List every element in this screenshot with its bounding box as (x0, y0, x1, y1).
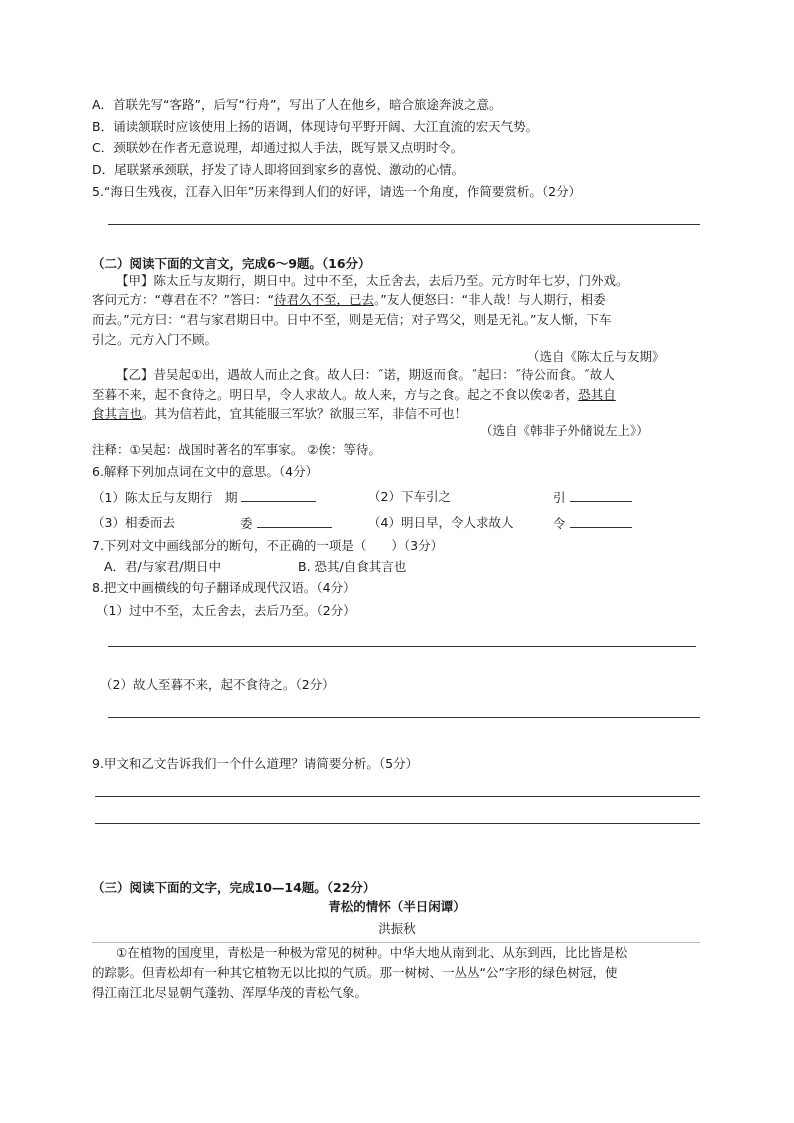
yi-line-1: 【乙】昔吴起①出，遇故人而止之食。故人曰：˝诺，期返而食。˝起曰：˝待公而食。˝故人 (116, 367, 615, 382)
question-8: 8.把文中画横线的句子翻译成现代汉语。（4分） (92, 580, 356, 595)
yi-underlined-end: 食其言也 (92, 406, 143, 421)
paragraph-1-line-2: 的踪影。但青松却有一种其它植物无以比拟的气质。那一树树、一丛丛“公”字形的绿色树冠，使 (92, 965, 618, 980)
yi-line-3-b: 。其为信若此，宜其能服三军欤？欲服三军，非信不可也！ (142, 406, 468, 421)
jia-source: （选自《陈太丘与友期》 (527, 349, 665, 364)
option-c: C．颈联妙在作者无意说理，却通过拟人手法，既写景又点明时令。 (92, 140, 464, 155)
q6-item-2-word (553, 489, 632, 506)
yi-line-2-a: 至暮不来，起不食待之。明日早，令人求故人。故人来，方与之食。起之不食以俟②者， (92, 387, 579, 402)
option-a: A．首联先写“客路”，后写“行舟”，写出了人在他乡，暗合旅途奔波之意。 (92, 97, 502, 112)
q6-blank-2[interactable] (570, 489, 632, 502)
answer-line-q9-2[interactable] (95, 823, 700, 824)
option-d: D．尾联紧承颈联，抒发了诗人即将回到家乡的喜悦、激动的心情。 (92, 162, 465, 177)
q6-item-4: （4）明日早，令人求故人 (368, 515, 514, 530)
answer-line-q5[interactable] (108, 224, 700, 225)
paragraph-1-line-1: ①在植物的国度里，青松是一种极为常见的树种。中华大地从南到北、从东到西，比比皆是松 (116, 945, 628, 960)
q6-item-1-label: （1）陈太丘与友期行 期 (92, 490, 238, 505)
yi-line-2 (92, 387, 616, 403)
section-2-heading: （二）阅读下面的文言文，完成6～9题。（16分） (92, 256, 371, 271)
q6-item-3-char: 委 (240, 516, 253, 531)
question-5: 5.“海日生残夜，江春入旧年”历来得到人们的好评，请选一个角度，作简要赏析。（2分） (92, 184, 582, 199)
answer-line-q8-2[interactable] (108, 717, 700, 718)
paragraph-1-line-3: 得江南江北尽显朝气蓬勃、浑厚华茂的青松气象。 (92, 985, 368, 1000)
jia-line-4: 引之。元方入门不顾。 (92, 332, 218, 347)
q8-item-2: （2）故人至暮不来，起不食待之。（2分） (100, 677, 335, 692)
jia-line-3: 而去。”元方曰：“君与家君期日中。日中不至，则是无信；对子骂父，则是无礼。”友人惭，下车 (92, 312, 612, 327)
jia-line-2 (92, 292, 606, 308)
q8-item-1: （1）过中不至，太丘舍去，去后乃至。（2分） (96, 603, 356, 618)
article-divider (92, 942, 700, 943)
jia-line-2-b: 。”友人便怒曰：“非人哉！与人期行，相委 (373, 292, 606, 307)
q6-item-3-word (240, 515, 332, 532)
question-7: 7.下列对文中画线部分的断句，不正确的一项是（ ）（3分） (92, 538, 444, 553)
q7-option-b[interactable]: B. 恐其/自食其言也 (298, 559, 407, 574)
question-6: 6.解释下列加点词在文中的意思。（4分） (92, 464, 319, 479)
jia-underlined-sentence: 待君久不至，已去 (273, 292, 374, 307)
yi-source: （选自《韩非子外储说左上》） (480, 423, 649, 438)
q7-option-a[interactable]: A．君/与家君/期日中 (104, 559, 221, 574)
jia-line-1: 【甲】陈太丘与友期行，期日中。过中不至，太丘舍去，去后乃至。元方时年七岁，门外戏。 (116, 273, 629, 288)
yi-line-3 (92, 406, 467, 422)
yi-underlined-start: 恐其自 (578, 387, 616, 402)
q6-item-4-word (553, 515, 632, 532)
q6-blank-3[interactable] (257, 515, 332, 528)
notes: 注释：①吴起：战国时著名的军事家。 ②俟：等待。 (92, 442, 381, 457)
q6-item-1 (92, 489, 316, 506)
jia-line-2-a: 客问元方：“尊君在不？”答曰：“ (92, 292, 274, 307)
section-3-heading: （三）阅读下面的文字，完成10—14题。（22分） (92, 880, 376, 895)
q6-item-3: （3）相委而去 (92, 515, 175, 530)
answer-line-q9-1[interactable] (95, 796, 700, 797)
q6-blank-1[interactable] (241, 489, 316, 502)
q6-item-4-char: 令 (553, 516, 566, 531)
answer-line-q8-1[interactable] (108, 646, 696, 647)
q6-item-2-char: 引 (553, 490, 566, 505)
article-author: 洪振秋 (378, 921, 416, 936)
q6-blank-4[interactable] (570, 515, 632, 528)
q6-item-2: （2）下车引之 (368, 489, 451, 504)
article-title: 青松的情怀（半日闲谭） (328, 899, 466, 914)
option-b: B．诵读颔联时应该使用上扬的语调，体现诗句平野开阔、大江直流的宏天气势。 (92, 119, 539, 134)
question-9: 9.甲文和乙文告诉我们一个什么道理？请简要分析。（5分） (92, 756, 419, 771)
